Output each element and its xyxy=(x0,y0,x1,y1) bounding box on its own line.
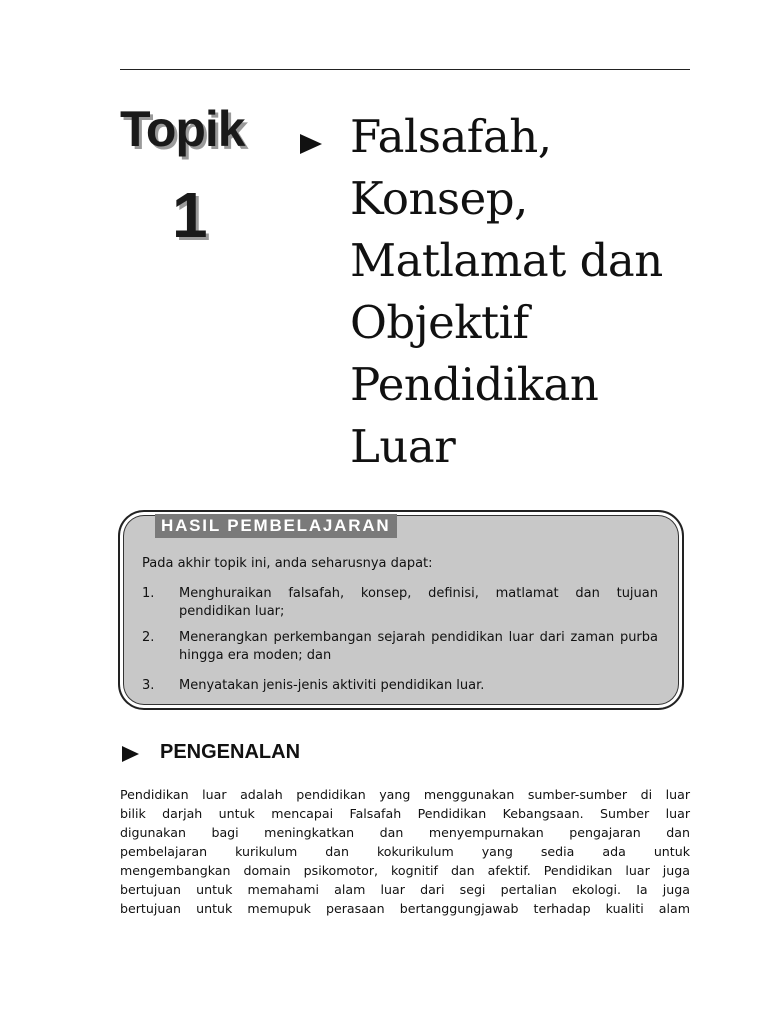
list-item xyxy=(142,585,658,621)
list-item-text: Menerangkan perkembangan sejarah pendidikan luar dari zaman purba hingga era moden; dan xyxy=(179,630,658,663)
title-line: Luar xyxy=(350,420,456,473)
title-line: Pendidikan xyxy=(350,358,599,411)
list-item-number: 3. xyxy=(142,678,155,693)
topic-number: 1 xyxy=(172,179,208,251)
header-rule xyxy=(120,69,690,70)
section-heading: PENGENALAN xyxy=(160,741,301,763)
title-line: Falsafah, xyxy=(350,110,552,163)
topic-title xyxy=(350,106,750,478)
list-item-number: 1. xyxy=(142,586,155,601)
paragraph-line: bertujuan untuk memupuk perasaan bertanggungjawab terhadap kualiti alam xyxy=(120,901,690,916)
list-item-number: 2. xyxy=(142,630,155,645)
intro-paragraph xyxy=(120,785,690,918)
paragraph-line: Pendidikan luar adalah pendidikan yang menggunakan sumber-sumber di luar xyxy=(120,787,690,802)
learning-outcomes-intro: Pada akhir topik ini, anda seharusnya dapat: xyxy=(142,556,433,571)
title-line: Matlamat dan xyxy=(350,234,663,287)
paragraph-line: mengembangkan domain psikomotor, kognitif dan afektif. Pendidikan luar juga xyxy=(120,863,690,878)
paragraph-line: bertujuan untuk memahami alam luar dari segi pertalian ekologi. Ia juga xyxy=(120,882,690,897)
section-arrow-icon xyxy=(122,746,139,762)
list-item-text: Menyatakan jenis-jenis aktiviti pendidikan luar. xyxy=(179,678,485,693)
paragraph-line: digunakan bagi meningkatkan dan menyempurnakan pengajaran dan xyxy=(120,825,690,840)
triangle-arrow-icon xyxy=(300,134,322,154)
title-line: Konsep, xyxy=(350,172,528,225)
paragraph-line: pembelajaran kurikulum dan kokurikulum yang sedia ada untuk xyxy=(120,844,690,859)
list-item-text: Menghuraikan falsafah, konsep, definisi, matlamat dan tujuan pendidikan luar; xyxy=(179,586,658,619)
title-line: Objektif xyxy=(350,296,529,349)
topic-label: Topik xyxy=(120,101,245,157)
learning-outcomes-heading: HASIL PEMBELAJARAN xyxy=(155,514,397,538)
list-item xyxy=(142,677,658,695)
paragraph-line: bilik darjah untuk mencapai Falsafah Pendidikan Kebangsaan. Sumber luar xyxy=(120,806,690,821)
list-item xyxy=(142,629,658,665)
